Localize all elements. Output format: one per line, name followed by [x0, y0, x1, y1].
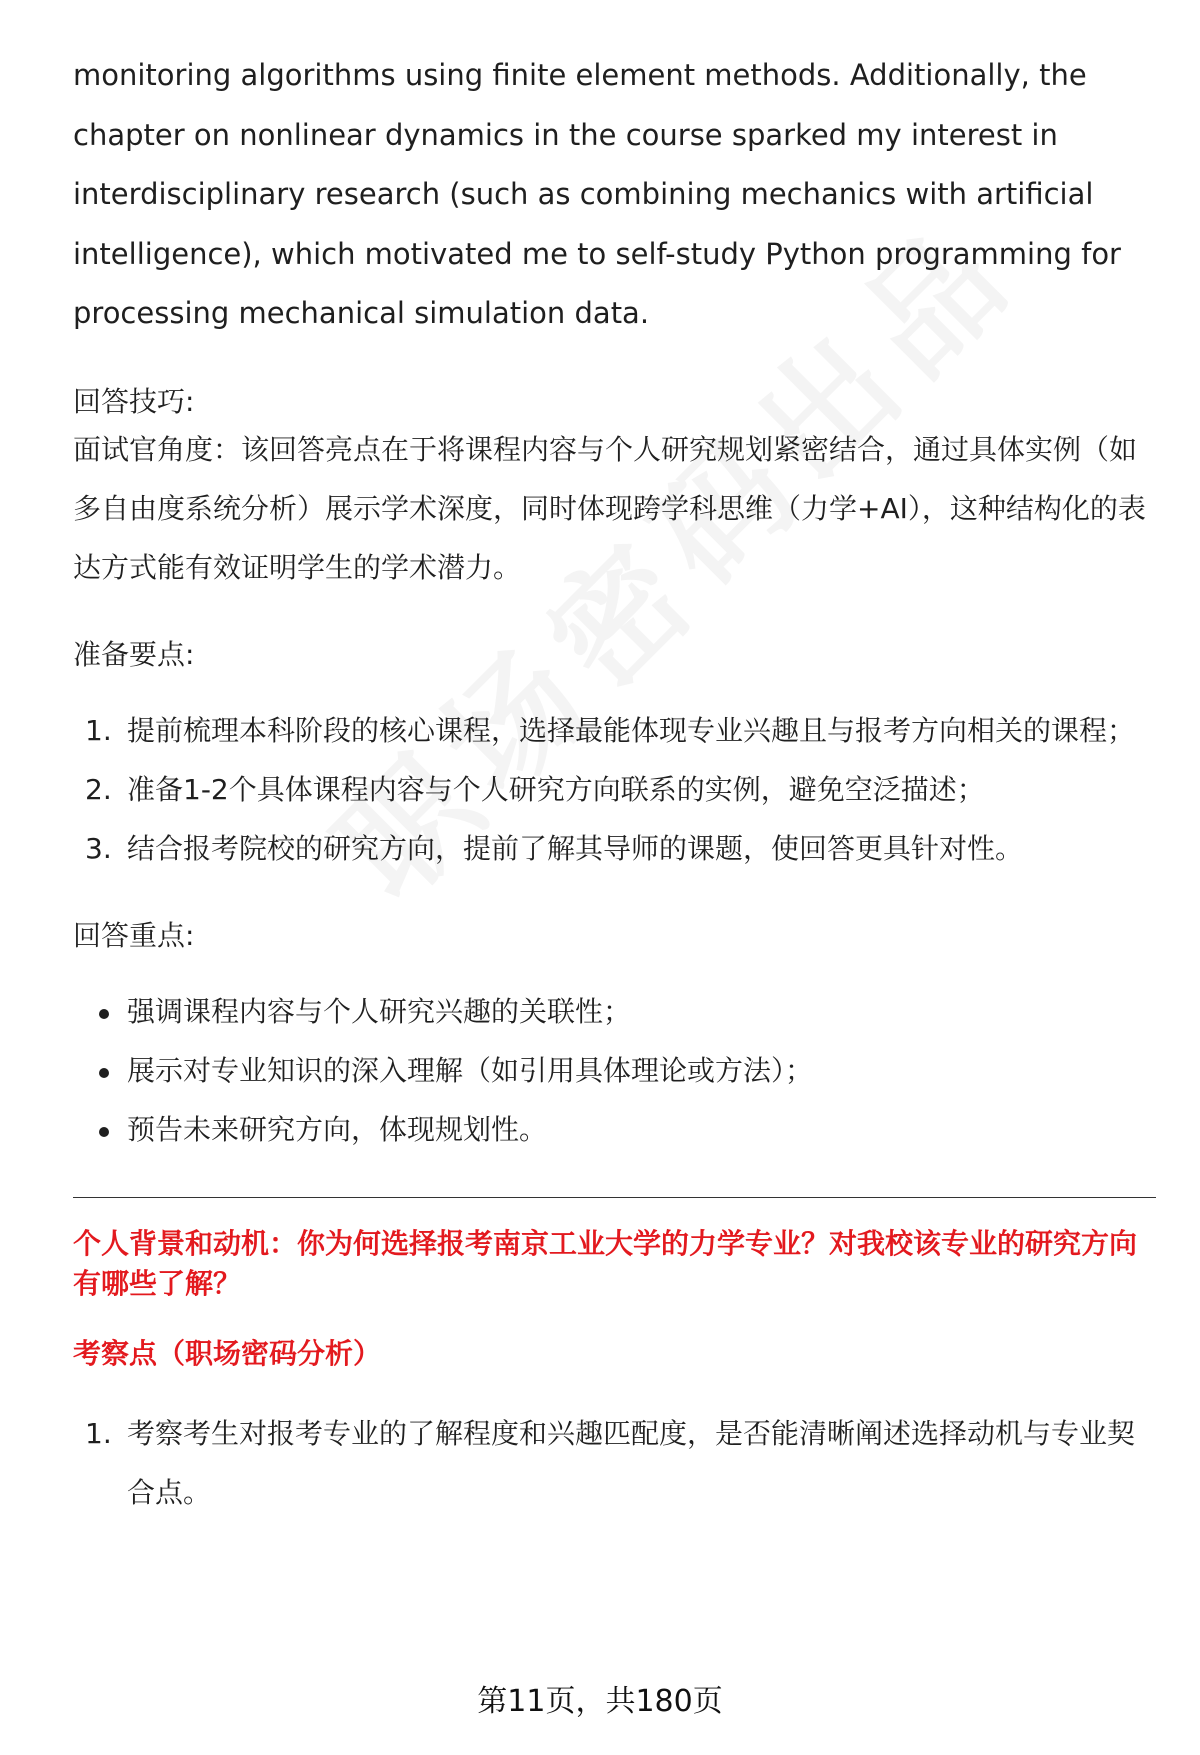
- bullet-item: [73, 1100, 1153, 1159]
- question-title: 个人背景和动机：你为何选择报考南京工业大学的力学专业？对我校该专业的研究方向有哪些了解？: [73, 1226, 1138, 1300]
- intro-paragraph: monitoring algorithms using finite element methods. Additionally, the chapter on nonlinear dynamics in the course sparked my interest in interdisciplinary research (such as combining mechanics with artificial intelligence), which motivated me to self-study Python programming for processing mechanical simulation data.: [73, 58, 1121, 330]
- bullet-text: 强调课程内容与个人研究兴趣的关联性；: [127, 994, 632, 1028]
- prep-points-list: [73, 701, 1153, 878]
- key-points-list: [73, 982, 1153, 1159]
- bullet-text: 展示对专业知识的深入理解（如引用具体理论或方法）；: [127, 1053, 814, 1087]
- key-points-label: 回答重点:: [73, 918, 195, 952]
- prep-points-label: 准备要点:: [73, 637, 195, 671]
- list-item: [73, 760, 1153, 819]
- bullet-item: [73, 1041, 1153, 1100]
- answer-tips-text: 面试官角度：该回答亮点在于将课程内容与个人研究规划紧密结合，通过具体实例（如多自由度系统分析）展示学术深度，同时体现跨学科思维（力学+AI），这种结构化的表达方式能有效证明学生的学术潜力。: [73, 432, 1146, 584]
- bullet-icon: [99, 1068, 109, 1078]
- document-page: [73, 46, 1153, 1522]
- bullet-icon: [99, 1127, 109, 1137]
- list-number: 3.: [85, 831, 112, 865]
- list-item: [73, 1404, 1153, 1522]
- list-text: 结合报考院校的研究方向，提前了解其导师的课题，使回答更具针对性。: [127, 831, 1024, 865]
- list-number: 1.: [85, 713, 112, 747]
- bullet-text: 预告未来研究方向，体现规划性。: [127, 1112, 548, 1146]
- page-footer: 第11页，共180页: [477, 1684, 723, 1719]
- list-text: 提前梳理本科阶段的核心课程，选择最能体现专业兴趣且与报考方向相关的课程；: [127, 713, 1136, 747]
- list-item: [73, 819, 1153, 878]
- answer-tips-label: 回答技巧:: [73, 384, 195, 418]
- bullet-icon: [99, 1009, 109, 1019]
- list-number: 1.: [85, 1416, 112, 1450]
- bullet-item: [73, 982, 1153, 1041]
- list-text: 准备1-2个具体课程内容与个人研究方向联系的实例，避免空泛描述；: [127, 772, 985, 806]
- question-subtitle: 考察点（职场密码分析）: [73, 1336, 382, 1370]
- list-text: 考察考生对报考专业的了解程度和兴趣匹配度，是否能清晰阐述选择动机与专业契合点。: [127, 1416, 1136, 1509]
- list-number: 2.: [85, 772, 112, 806]
- question-points-list: [73, 1404, 1153, 1522]
- list-item: [73, 701, 1153, 760]
